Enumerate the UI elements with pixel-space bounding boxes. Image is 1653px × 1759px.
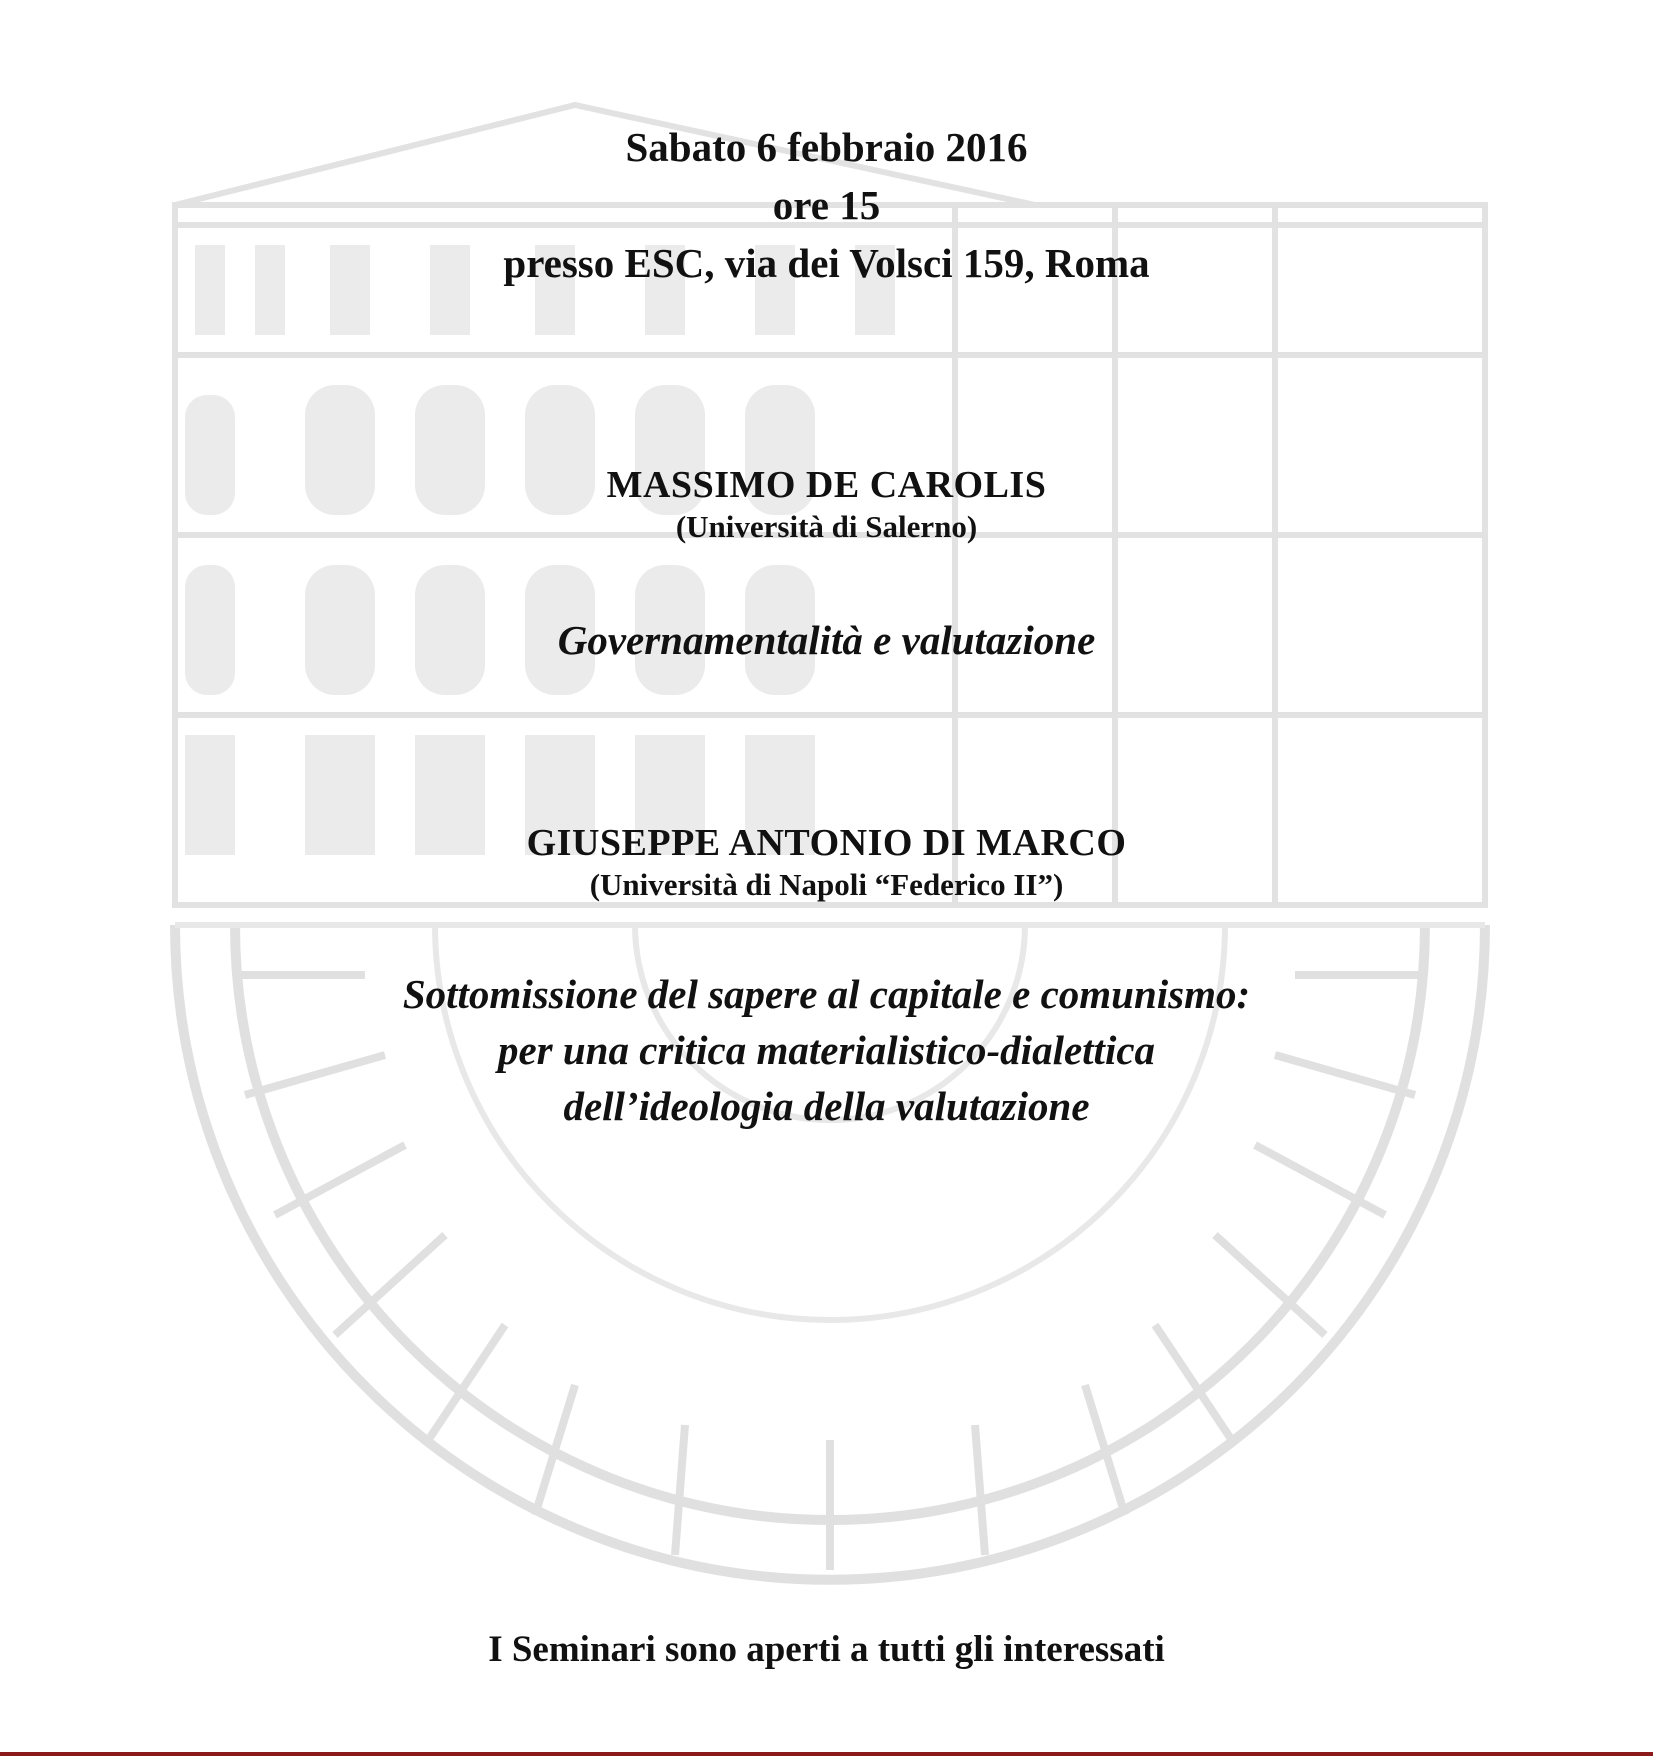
footer-note: I Seminari sono aperti a tutti gli interessati [488, 1629, 1165, 1670]
event-time: ore 15 [772, 182, 881, 228]
event-venue: presso ESC, via dei Volsci 159, Roma [503, 240, 1150, 286]
talk-title-line: Sottomissione del sapere al capitale e comunismo: [402, 971, 1251, 1017]
speaker-affiliation: (Università di Salerno) [675, 509, 978, 544]
event-date: Sabato 6 febbraio 2016 [625, 124, 1028, 170]
talk-title-2 [0, 966, 1653, 1134]
bottom-rule [0, 1752, 1653, 1756]
speaker-1 [0, 462, 1653, 546]
talk-title-line: Governamentalità e valutazione [557, 617, 1096, 663]
talk-title-1 [0, 612, 1653, 668]
talk-title-line: per una critica materialistico-dialettica [497, 1027, 1156, 1073]
speaker-affiliation: (Università di Napoli “Federico II”) [589, 867, 1064, 902]
talk-title-line: dell’ideologia della valutazione [563, 1083, 1090, 1129]
speaker-2 [0, 820, 1653, 904]
speaker-name: GIUSEPPE ANTONIO DI MARCO [526, 822, 1127, 864]
event-info [0, 118, 1653, 292]
speaker-name: MASSIMO DE CAROLIS [606, 464, 1047, 506]
